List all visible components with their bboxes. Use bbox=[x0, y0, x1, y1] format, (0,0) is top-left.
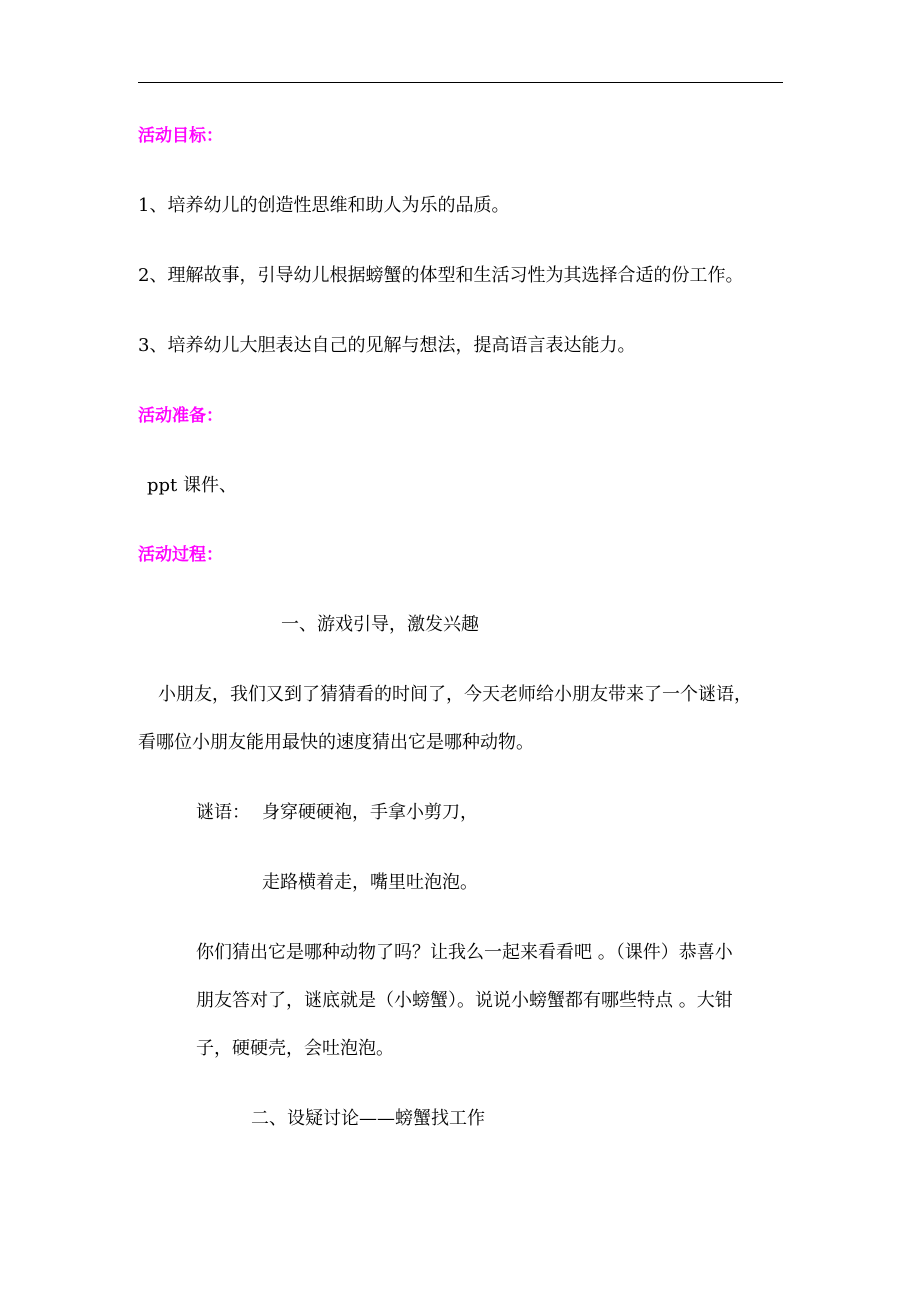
prep-text: ppt 课件、 bbox=[147, 475, 237, 496]
answer-para-line-3: 子，硬硬壳，会吐泡泡。 bbox=[196, 1038, 394, 1059]
goal-item-1: 1、培养幼儿的创造性思维和助人为乐的品质。 bbox=[138, 195, 510, 216]
riddle-line-2: 走路横着走，嘴里吐泡泡。 bbox=[262, 872, 478, 893]
step1-para-line-1: 小朋友，我们又到了猜猜看的时间了，今天老师给小朋友带来了一个谜语， bbox=[158, 684, 752, 705]
answer-para-line-2: 朋友答对了，谜底就是（小螃蟹）。说说小螃蟹都有哪些特点 。大钳 bbox=[196, 990, 733, 1011]
goal-item-3: 3、培养幼儿大胆表达自己的见解与想法，提高语言表达能力。 bbox=[138, 335, 636, 356]
goal-item-2: 2、理解故事，引导幼儿根据螃蟹的体型和生活习性为其选择合适的份工作。 bbox=[138, 265, 744, 286]
prep-heading: 活动准备： bbox=[138, 406, 223, 426]
goals-heading: 活动目标： bbox=[138, 126, 223, 146]
step1-para-line-2: 看哪位小朋友能用最快的速度猜出它是哪种动物。 bbox=[138, 732, 534, 753]
process-heading: 活动过程： bbox=[138, 545, 223, 565]
header-rule bbox=[138, 82, 783, 83]
step1-title: 一、游戏引导，激发兴趣 bbox=[281, 614, 479, 635]
answer-para-line-1: 你们猜出它是哪种动物了吗？让我么一起来看看吧 。（课件）恭喜小 bbox=[196, 942, 733, 963]
step2-title: 二、设疑讨论——螃蟹找工作 bbox=[251, 1108, 485, 1129]
riddle-label: 谜语： bbox=[196, 802, 250, 823]
riddle-line-1: 身穿硬硬袍，手拿小剪刀， bbox=[262, 802, 478, 823]
